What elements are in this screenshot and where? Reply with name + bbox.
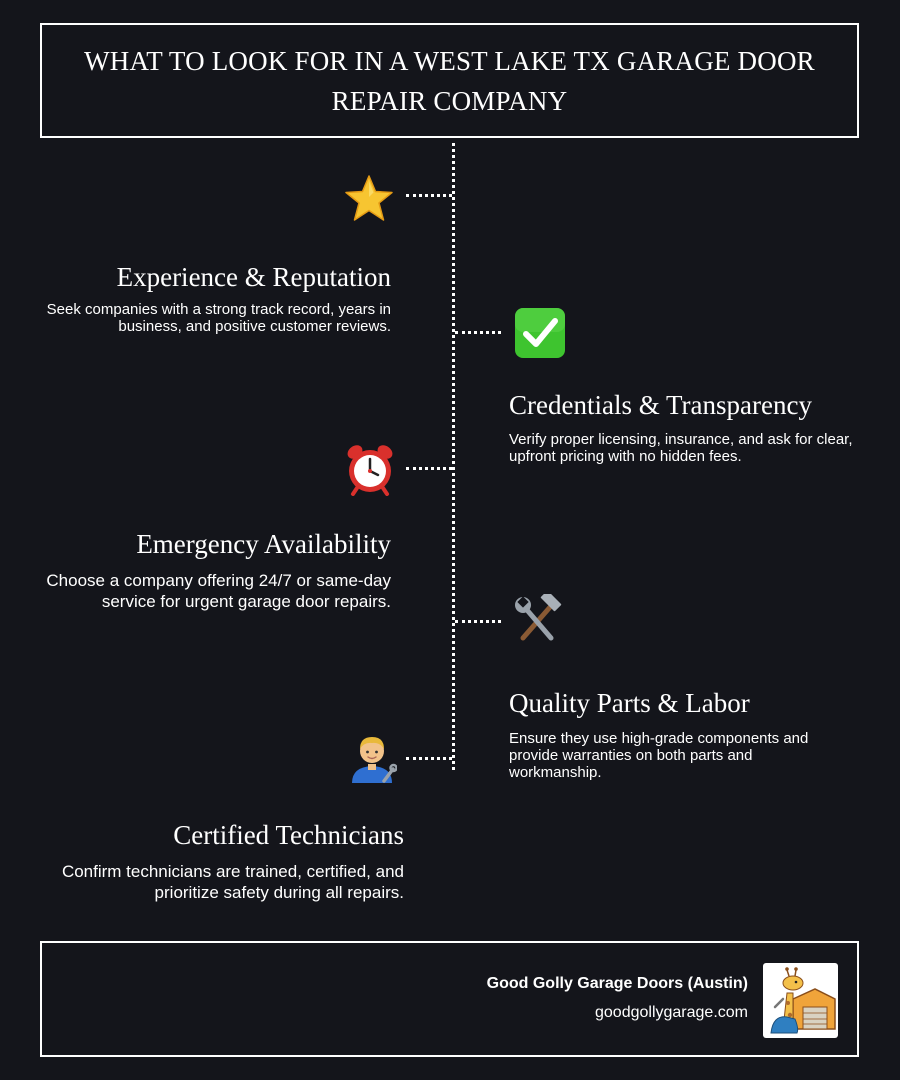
footer-box: [40, 941, 859, 1057]
title-box: [40, 23, 859, 138]
item-description: Seek companies with a strong track record, years in business, and positive customer reviews.: [46, 301, 391, 335]
item-title: Emergency Availability: [136, 529, 391, 559]
giraffe-garage-logo: [763, 963, 838, 1038]
connector: [406, 194, 452, 197]
page-title: WHAT TO LOOK FOR IN A WEST LAKE TX GARAGE DOOR REPAIR COMPANY: [84, 45, 815, 116]
company-name: Good Golly Garage Doors (Austin): [486, 975, 748, 992]
connector: [406, 467, 452, 470]
mechanic-icon: [346, 730, 398, 784]
connector: [406, 757, 452, 760]
check-mark-icon: [512, 305, 568, 361]
timeline-spine: [452, 143, 455, 770]
item-title: Quality Parts & Labor: [509, 688, 750, 718]
website-link[interactable]: goodgollygarage.com: [595, 1004, 748, 1021]
item-title: Credentials & Transparency: [509, 390, 812, 420]
item-description: Verify proper licensing, insurance, and ask for clear, upfront pricing with no hidden fees.: [509, 431, 853, 465]
item-title: Experience & Reputation: [116, 262, 391, 292]
item-description: Confirm technicians are trained, certified, and prioritize safety during all repairs.: [61, 862, 404, 902]
alarm-clock-icon: [342, 441, 398, 497]
star-icon: [342, 172, 396, 226]
connector: [455, 331, 501, 334]
item-description: Ensure they use high-grade components and provide warranties on both parts and workmanship.: [509, 730, 809, 781]
item-description: Choose a company offering 24/7 or same-day service for urgent garage door repairs.: [46, 571, 391, 611]
item-title: Certified Technicians: [173, 820, 404, 850]
hammer-and-wrench-icon: [510, 593, 564, 647]
connector: [455, 620, 501, 623]
